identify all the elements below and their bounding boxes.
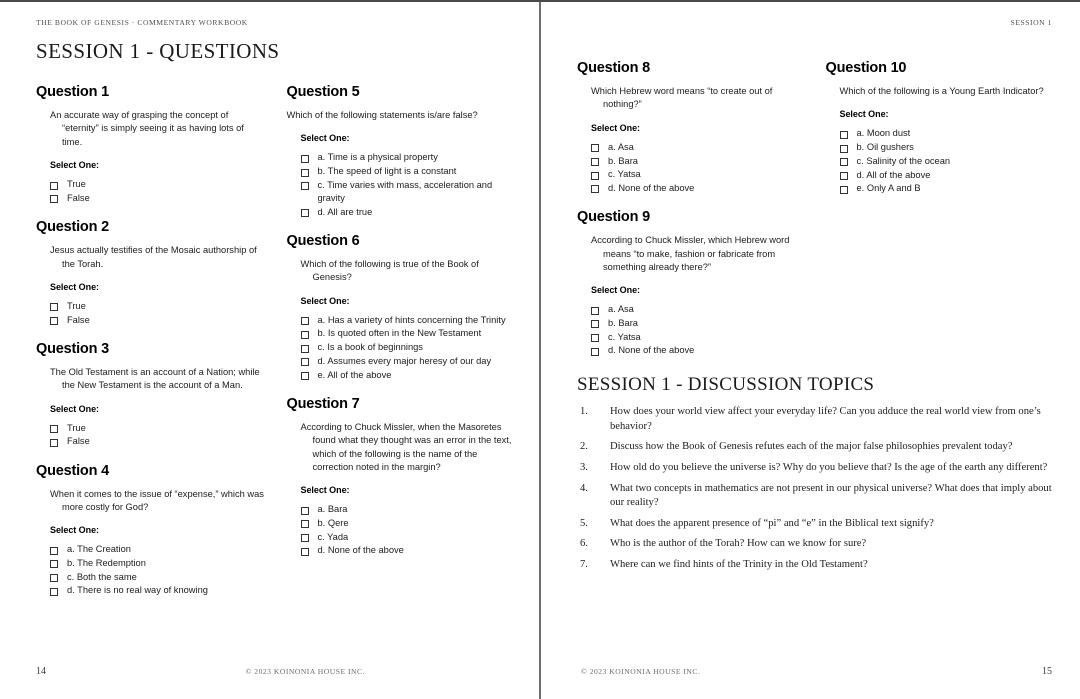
checkbox-icon[interactable] [301, 182, 309, 190]
checkbox-icon[interactable] [50, 195, 58, 203]
option-item[interactable] [287, 165, 516, 178]
option-label: a. Bara [317, 504, 348, 515]
option-item[interactable] [36, 557, 265, 570]
option-label: a. Asa [608, 304, 634, 315]
topic-number: 2. [580, 441, 588, 453]
select-one-label: Select One: [300, 133, 350, 144]
checkbox-icon[interactable] [301, 534, 309, 542]
question-body: When it comes to the issue of “expense,” which was more costly for God? [50, 488, 264, 512]
page-left [0, 2, 541, 699]
page-number: 14 [36, 666, 46, 677]
column-right-b [826, 60, 1053, 358]
topic-text: Where can we find hints of the Trinity in the Old Testament? [610, 558, 868, 570]
option-item[interactable] [36, 178, 265, 191]
discussion-topic-item [577, 537, 1052, 552]
question-block [36, 219, 265, 327]
option-item[interactable] [826, 127, 1053, 140]
option-list [577, 141, 804, 195]
option-item[interactable] [287, 327, 516, 340]
option-item[interactable] [577, 331, 804, 344]
select-one-label: Select One: [300, 295, 350, 306]
option-label: True [67, 300, 86, 311]
checkbox-icon[interactable] [301, 358, 309, 366]
checkbox-icon[interactable] [840, 158, 848, 166]
checkbox-icon[interactable] [50, 425, 58, 433]
option-item[interactable] [36, 584, 265, 597]
column-right-a [577, 60, 804, 358]
topic-text: Who is the author of the Torah? How can we know for sure? [610, 538, 867, 550]
question-body: Which of the following is a Young Earth Indicator? [839, 86, 1044, 96]
question-block [577, 209, 804, 358]
option-item[interactable] [577, 141, 804, 154]
option-label: b. Qere [317, 518, 349, 529]
right-page-columns [577, 60, 1052, 358]
option-label: b. Oil gushers [856, 142, 914, 153]
option-item[interactable] [577, 155, 804, 168]
checkbox-icon[interactable] [591, 320, 599, 328]
running-head-left: THE BOOK OF GENESIS · COMMENTARY WORKBOOK [36, 18, 248, 27]
option-label: b. The speed of light is a constant [317, 166, 457, 177]
select-one-label: Select One: [591, 122, 640, 133]
option-label: False [67, 314, 90, 325]
question-body: Which of the following is true of the Book of Genesis? [300, 258, 479, 283]
question-body: Jesus actually testifies of the Mosaic authorship of the Torah. [50, 245, 257, 269]
select-one-label: Select One: [591, 285, 640, 296]
copyright-notice: © 2023 KOINONIA HOUSE INC. [581, 667, 701, 676]
option-item[interactable] [287, 206, 516, 219]
topic-number: 7. [580, 558, 588, 570]
question-title: Question 4 [36, 462, 109, 479]
option-list [36, 178, 265, 205]
option-label: e. Only A and B [856, 183, 921, 194]
option-label: c. Salinity of the ocean [856, 155, 951, 166]
left-page-columns [36, 84, 515, 598]
checkbox-icon[interactable] [50, 560, 58, 568]
checkbox-icon[interactable] [50, 588, 58, 596]
footer-left [0, 666, 539, 677]
option-item[interactable] [577, 317, 804, 330]
select-one-label: Select One: [300, 485, 350, 496]
question-block [36, 84, 265, 205]
question-block [826, 60, 1053, 195]
checkbox-icon[interactable] [591, 172, 599, 180]
option-list [287, 314, 516, 382]
option-item[interactable] [577, 344, 804, 357]
topic-text: What does the apparent presence of “pi” and “e” in the Biblical text signify? [610, 517, 934, 529]
option-label: b. Bara [608, 318, 638, 329]
option-item[interactable] [287, 531, 516, 544]
column-left-a [36, 84, 265, 598]
question-block [287, 233, 516, 382]
option-label: a. The Creation [67, 544, 131, 555]
checkbox-icon[interactable] [50, 574, 58, 582]
question-title: Question 6 [286, 232, 360, 249]
option-item[interactable] [826, 182, 1053, 195]
option-item[interactable] [826, 141, 1053, 154]
checkbox-icon[interactable] [591, 334, 599, 342]
option-label: a. Time is a physical property [317, 152, 438, 163]
question-block [287, 396, 516, 558]
option-label: d. All are true [317, 206, 373, 217]
option-item[interactable] [36, 192, 265, 205]
option-label: c. Yatsa [608, 331, 641, 342]
page-right [541, 2, 1080, 699]
checkbox-icon[interactable] [301, 155, 309, 163]
discussion-topics-title: SESSION 1 - DISCUSSION TOPICS [577, 374, 875, 396]
topic-text: How does your world view affect your everyday life? Can you adduce the real world view from one’s behavior? [610, 406, 1041, 432]
question-title: Question 7 [286, 395, 360, 412]
checkbox-icon[interactable] [301, 345, 309, 353]
option-list [36, 300, 265, 327]
option-item[interactable] [287, 517, 516, 530]
option-label: d. None of the above [608, 345, 695, 356]
option-item[interactable] [36, 543, 265, 556]
topic-number: 5. [580, 517, 588, 529]
option-label: d. None of the above [317, 545, 404, 556]
checkbox-icon[interactable] [591, 158, 599, 166]
question-title: Question 5 [286, 84, 360, 100]
option-item[interactable] [36, 314, 265, 327]
question-block [36, 341, 265, 449]
checkbox-icon[interactable] [591, 144, 599, 152]
option-label: a. Moon dust [856, 128, 911, 139]
topic-number: 4. [580, 482, 588, 494]
discussion-topic-item [577, 517, 1052, 532]
option-item[interactable] [36, 571, 265, 584]
option-label: False [67, 192, 90, 203]
select-one-label: Select One: [50, 281, 99, 292]
checkbox-icon[interactable] [591, 348, 599, 356]
topic-number: 1. [580, 406, 588, 418]
option-label: c. Both the same [67, 571, 137, 582]
question-title: Question 9 [577, 209, 650, 226]
checkbox-icon[interactable] [301, 507, 309, 515]
checkbox-icon[interactable] [840, 131, 848, 139]
option-item[interactable] [287, 544, 516, 557]
checkbox-icon[interactable] [840, 186, 848, 194]
copyright-notice: © 2023 KOINONIA HOUSE INC. [245, 667, 365, 676]
option-list [287, 503, 516, 557]
option-label: b. Is quoted often in the New Testament [317, 328, 482, 339]
topic-number: 6. [580, 538, 588, 550]
topic-text: Discuss how the Book of Genesis refutes each of the major false philosophies prevalent today? [610, 441, 1013, 453]
checkbox-icon[interactable] [50, 547, 58, 555]
select-one-label: Select One: [839, 109, 889, 120]
checkbox-icon[interactable] [301, 331, 309, 339]
option-label: True [67, 179, 86, 190]
discussion-topic-item [577, 405, 1052, 434]
option-label: d. Assumes every major heresy of our day [317, 355, 492, 366]
option-item[interactable] [287, 314, 516, 327]
option-label: e. All of the above [317, 369, 392, 380]
option-list [287, 151, 516, 219]
option-item[interactable] [287, 179, 516, 205]
option-item[interactable] [287, 503, 516, 516]
select-one-label: Select One: [50, 525, 99, 536]
discussion-topic-item [577, 558, 1052, 573]
option-item[interactable] [826, 169, 1053, 182]
topic-number: 3. [580, 461, 588, 473]
question-block [287, 84, 516, 219]
discussion-topic-item [577, 440, 1052, 455]
checkbox-icon[interactable] [301, 317, 309, 325]
option-item[interactable] [577, 182, 804, 195]
checkbox-icon[interactable] [301, 169, 309, 177]
topic-text: What two concepts in mathematics are not present in our physical universe? What does that imply about our reality? [610, 482, 1052, 509]
option-label: c. Yada [317, 531, 349, 542]
option-label: c. Time varies with mass, acceleration and gravity [317, 179, 493, 204]
option-label: c. Is a book of beginnings [317, 342, 423, 353]
discussion-topic-item [577, 461, 1052, 476]
discussion-topics-section [577, 374, 1052, 572]
question-block [577, 60, 804, 195]
checkbox-icon[interactable] [50, 317, 58, 325]
option-label: d. There is no real way of knowing [67, 585, 208, 596]
checkbox-icon[interactable] [301, 372, 309, 380]
question-title: Question 8 [577, 60, 650, 76]
option-label: d. None of the above [608, 182, 695, 193]
page-number: 15 [1042, 666, 1052, 677]
option-label: d. All of the above [856, 169, 931, 180]
checkbox-icon[interactable] [840, 172, 848, 180]
checkbox-icon[interactable] [50, 182, 58, 190]
option-item[interactable] [36, 422, 265, 435]
checkbox-icon[interactable] [591, 185, 599, 193]
question-body: According to Chuck Missler, when the Masoretes found what they thought was an error in the text, which of the following is the name of the correction noted in the margin? [300, 421, 512, 472]
option-item[interactable] [36, 435, 265, 448]
question-body: According to Chuck Missler, which Hebrew word means “to make, fashion or fabricate from something already there?” [591, 235, 790, 272]
question-title: Question 3 [36, 340, 109, 357]
option-label: b. The Redemption [67, 558, 146, 569]
option-label: a. Has a variety of hints concerning the Trinity [317, 314, 506, 325]
option-item[interactable] [287, 369, 516, 382]
question-title: Question 10 [825, 60, 907, 76]
question-title: Question 2 [36, 219, 109, 236]
option-label: a. Asa [608, 141, 634, 152]
option-item[interactable] [577, 303, 804, 316]
checkbox-icon[interactable] [50, 303, 58, 311]
checkbox-icon[interactable] [591, 307, 599, 315]
checkbox-icon[interactable] [301, 209, 309, 217]
column-left-b [287, 84, 516, 598]
topic-text: How old do you believe the universe is? Why do you believe that? Is the age of the earth any different? [610, 461, 1048, 473]
option-label: False [67, 436, 90, 447]
discussion-topic-list [577, 405, 1052, 572]
question-block [36, 463, 265, 598]
option-item[interactable] [36, 300, 265, 313]
question-title: Question 1 [36, 84, 109, 100]
option-list [826, 127, 1053, 195]
option-item[interactable] [826, 155, 1053, 168]
question-body: Which Hebrew word means “to create out of nothing?” [591, 86, 773, 110]
option-list [577, 303, 804, 357]
option-list [36, 543, 265, 597]
discussion-topic-item [577, 482, 1052, 511]
question-body: Which of the following statements is/are false? [286, 110, 478, 120]
running-head-right: SESSION 1 [1010, 18, 1052, 27]
select-one-label: Select One: [50, 403, 99, 414]
question-body: The Old Testament is an account of a Nation; while the New Testament is the account of a Man. [50, 366, 260, 391]
question-body: An accurate way of grasping the concept of “eternity” is simply seeing it as having lots of time. [50, 110, 244, 147]
option-label: b. Bara [608, 155, 638, 166]
option-label: True [67, 422, 86, 433]
option-item[interactable] [287, 355, 516, 368]
option-item[interactable] [287, 341, 516, 354]
option-label: c. Yatsa [608, 169, 641, 180]
option-item[interactable] [287, 151, 516, 164]
option-list [36, 422, 265, 449]
checkbox-icon[interactable] [840, 145, 848, 153]
footer-right [541, 666, 1080, 677]
checkbox-icon[interactable] [301, 520, 309, 528]
option-item[interactable] [577, 168, 804, 181]
page-title-questions: SESSION 1 - QUESTIONS [36, 39, 280, 63]
checkbox-icon[interactable] [50, 439, 58, 447]
checkbox-icon[interactable] [301, 548, 309, 556]
select-one-label: Select One: [50, 160, 99, 171]
